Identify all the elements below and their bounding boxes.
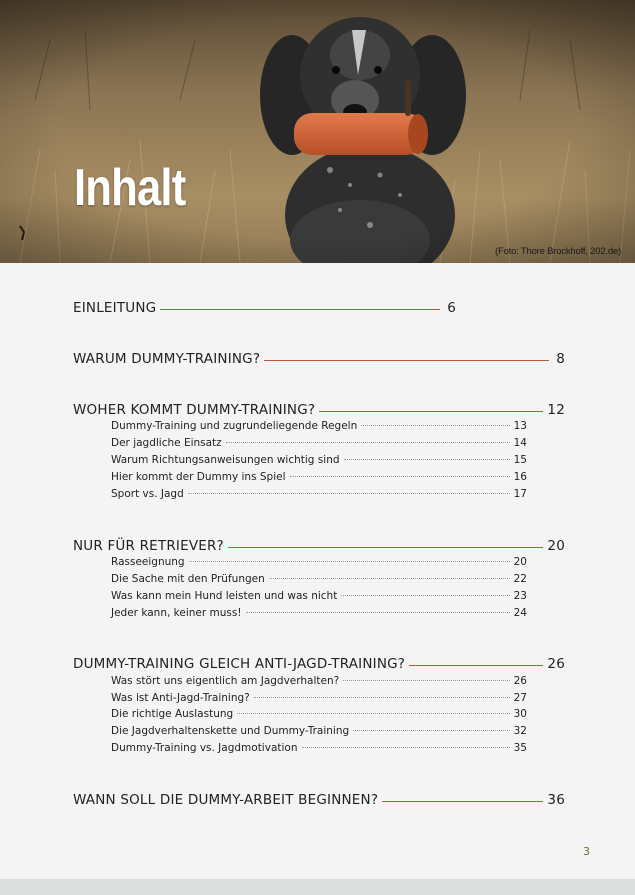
chapter-page: 6 xyxy=(447,300,456,316)
subentry-page: 23 xyxy=(513,590,527,602)
toc-subentry[interactable] xyxy=(111,471,527,487)
subentry-page: 27 xyxy=(513,692,527,704)
toc-subentry[interactable] xyxy=(111,573,527,589)
leader-dots xyxy=(353,730,509,731)
chapter-rule xyxy=(160,309,440,310)
subentry-title: Was ist Anti-Jagd-Training? xyxy=(111,692,250,704)
page-title: Inhalt xyxy=(74,159,186,217)
subentry-page: 32 xyxy=(513,725,527,737)
photo-credit: (Foto: Thore Brockhoff, 202.de) xyxy=(495,246,621,257)
leader-dots xyxy=(341,595,509,596)
leader-dots xyxy=(361,425,509,426)
subentry-title: Die Sache mit den Prüfungen xyxy=(111,573,265,585)
toc-subentry[interactable] xyxy=(111,675,527,691)
leader-dots xyxy=(189,561,510,562)
header-photo xyxy=(0,0,635,263)
chapter-rule xyxy=(409,665,543,666)
toc-subentry[interactable] xyxy=(111,454,527,470)
leader-dots xyxy=(290,476,510,477)
chapter-rule xyxy=(228,547,543,548)
subentry-title: Dummy-Training vs. Jagdmotivation xyxy=(111,742,298,754)
subentry-page: 16 xyxy=(513,471,527,483)
toc-chapter[interactable] xyxy=(73,298,456,318)
chapter-page: 12 xyxy=(547,402,565,418)
toc-chapter[interactable] xyxy=(73,654,565,674)
chapter-page: 26 xyxy=(547,656,565,672)
subentry-title: Rasseeignung xyxy=(111,556,185,568)
subentry-title: Was kann mein Hund leisten und was nicht xyxy=(111,590,338,602)
subentry-page: 20 xyxy=(513,556,527,568)
leader-dots xyxy=(344,459,510,460)
toc-subentry[interactable] xyxy=(111,437,527,453)
leader-dots xyxy=(246,612,510,613)
toc-chapter[interactable] xyxy=(73,536,565,556)
leader-dots xyxy=(188,493,510,494)
subentry-title: Die richtige Auslastung xyxy=(111,708,234,720)
subentry-page: 35 xyxy=(513,742,527,754)
toc-subentry[interactable] xyxy=(111,556,527,572)
chapter-title: NUR FÜR RETRIEVER? xyxy=(73,538,224,554)
subentry-page: 14 xyxy=(513,437,527,449)
chapter-page: 20 xyxy=(547,538,565,554)
toc-subentry[interactable] xyxy=(111,742,527,758)
subentry-page: 26 xyxy=(513,675,527,687)
toc-subentry[interactable] xyxy=(111,708,527,724)
toc-chapter[interactable] xyxy=(73,400,565,420)
chapter-rule xyxy=(264,360,549,361)
subentry-page: 30 xyxy=(513,708,527,720)
chapter-title: WARUM DUMMY-TRAINING? xyxy=(73,351,261,367)
toc-subentry[interactable] xyxy=(111,607,527,623)
subentry-title: Die Jagdverhaltenskette und Dummy-Training xyxy=(111,725,350,737)
leader-dots xyxy=(302,747,510,748)
chapter-rule xyxy=(319,411,543,412)
subentry-title: Der jagdliche Einsatz xyxy=(111,437,222,449)
leader-dots xyxy=(226,442,510,443)
subentry-page: 17 xyxy=(513,488,527,500)
chapter-title: EINLEITUNG xyxy=(73,300,157,316)
chapter-page: 8 xyxy=(556,351,565,367)
leader-dots xyxy=(269,578,510,579)
toc-subentry[interactable] xyxy=(111,420,527,436)
toc-subentry[interactable] xyxy=(111,692,527,708)
subentry-title: Hier kommt der Dummy ins Spiel xyxy=(111,471,286,483)
subentry-page: 24 xyxy=(513,607,527,619)
toc-subentry[interactable] xyxy=(111,590,527,606)
subentry-page: 13 xyxy=(513,420,527,432)
toc-chapter[interactable] xyxy=(73,349,565,369)
chapter-rule xyxy=(382,801,543,802)
leader-dots xyxy=(237,713,509,714)
page-number: 3 xyxy=(583,845,590,858)
chapter-title: WOHER KOMMT DUMMY-TRAINING? xyxy=(73,402,316,418)
chapter-page: 36 xyxy=(547,792,565,808)
toc-chapter[interactable] xyxy=(73,790,565,810)
subentry-page: 15 xyxy=(513,454,527,466)
subentry-title: Jeder kann, keiner muss! xyxy=(111,607,242,619)
dog-photo-image xyxy=(0,0,635,263)
leader-dots xyxy=(254,697,510,698)
subentry-title: Dummy-Training und zugrundeliegende Regeln xyxy=(111,420,358,432)
toc-subentry[interactable] xyxy=(111,725,527,741)
subentry-title: Was stört uns eigentlich am Jagdverhalten? xyxy=(111,675,340,687)
subentry-page: 22 xyxy=(513,573,527,585)
chapter-title: WANN SOLL DIE DUMMY-ARBEIT BEGINNEN? xyxy=(73,792,379,808)
subentry-title: Sport vs. Jagd xyxy=(111,488,184,500)
chapter-title: DUMMY-TRAINING GLEICH ANTI-JAGD-TRAINING? xyxy=(73,656,406,672)
leader-dots xyxy=(343,680,509,681)
toc-subentry[interactable] xyxy=(111,488,527,504)
subentry-title: Warum Richtungsanweisungen wichtig sind xyxy=(111,454,340,466)
